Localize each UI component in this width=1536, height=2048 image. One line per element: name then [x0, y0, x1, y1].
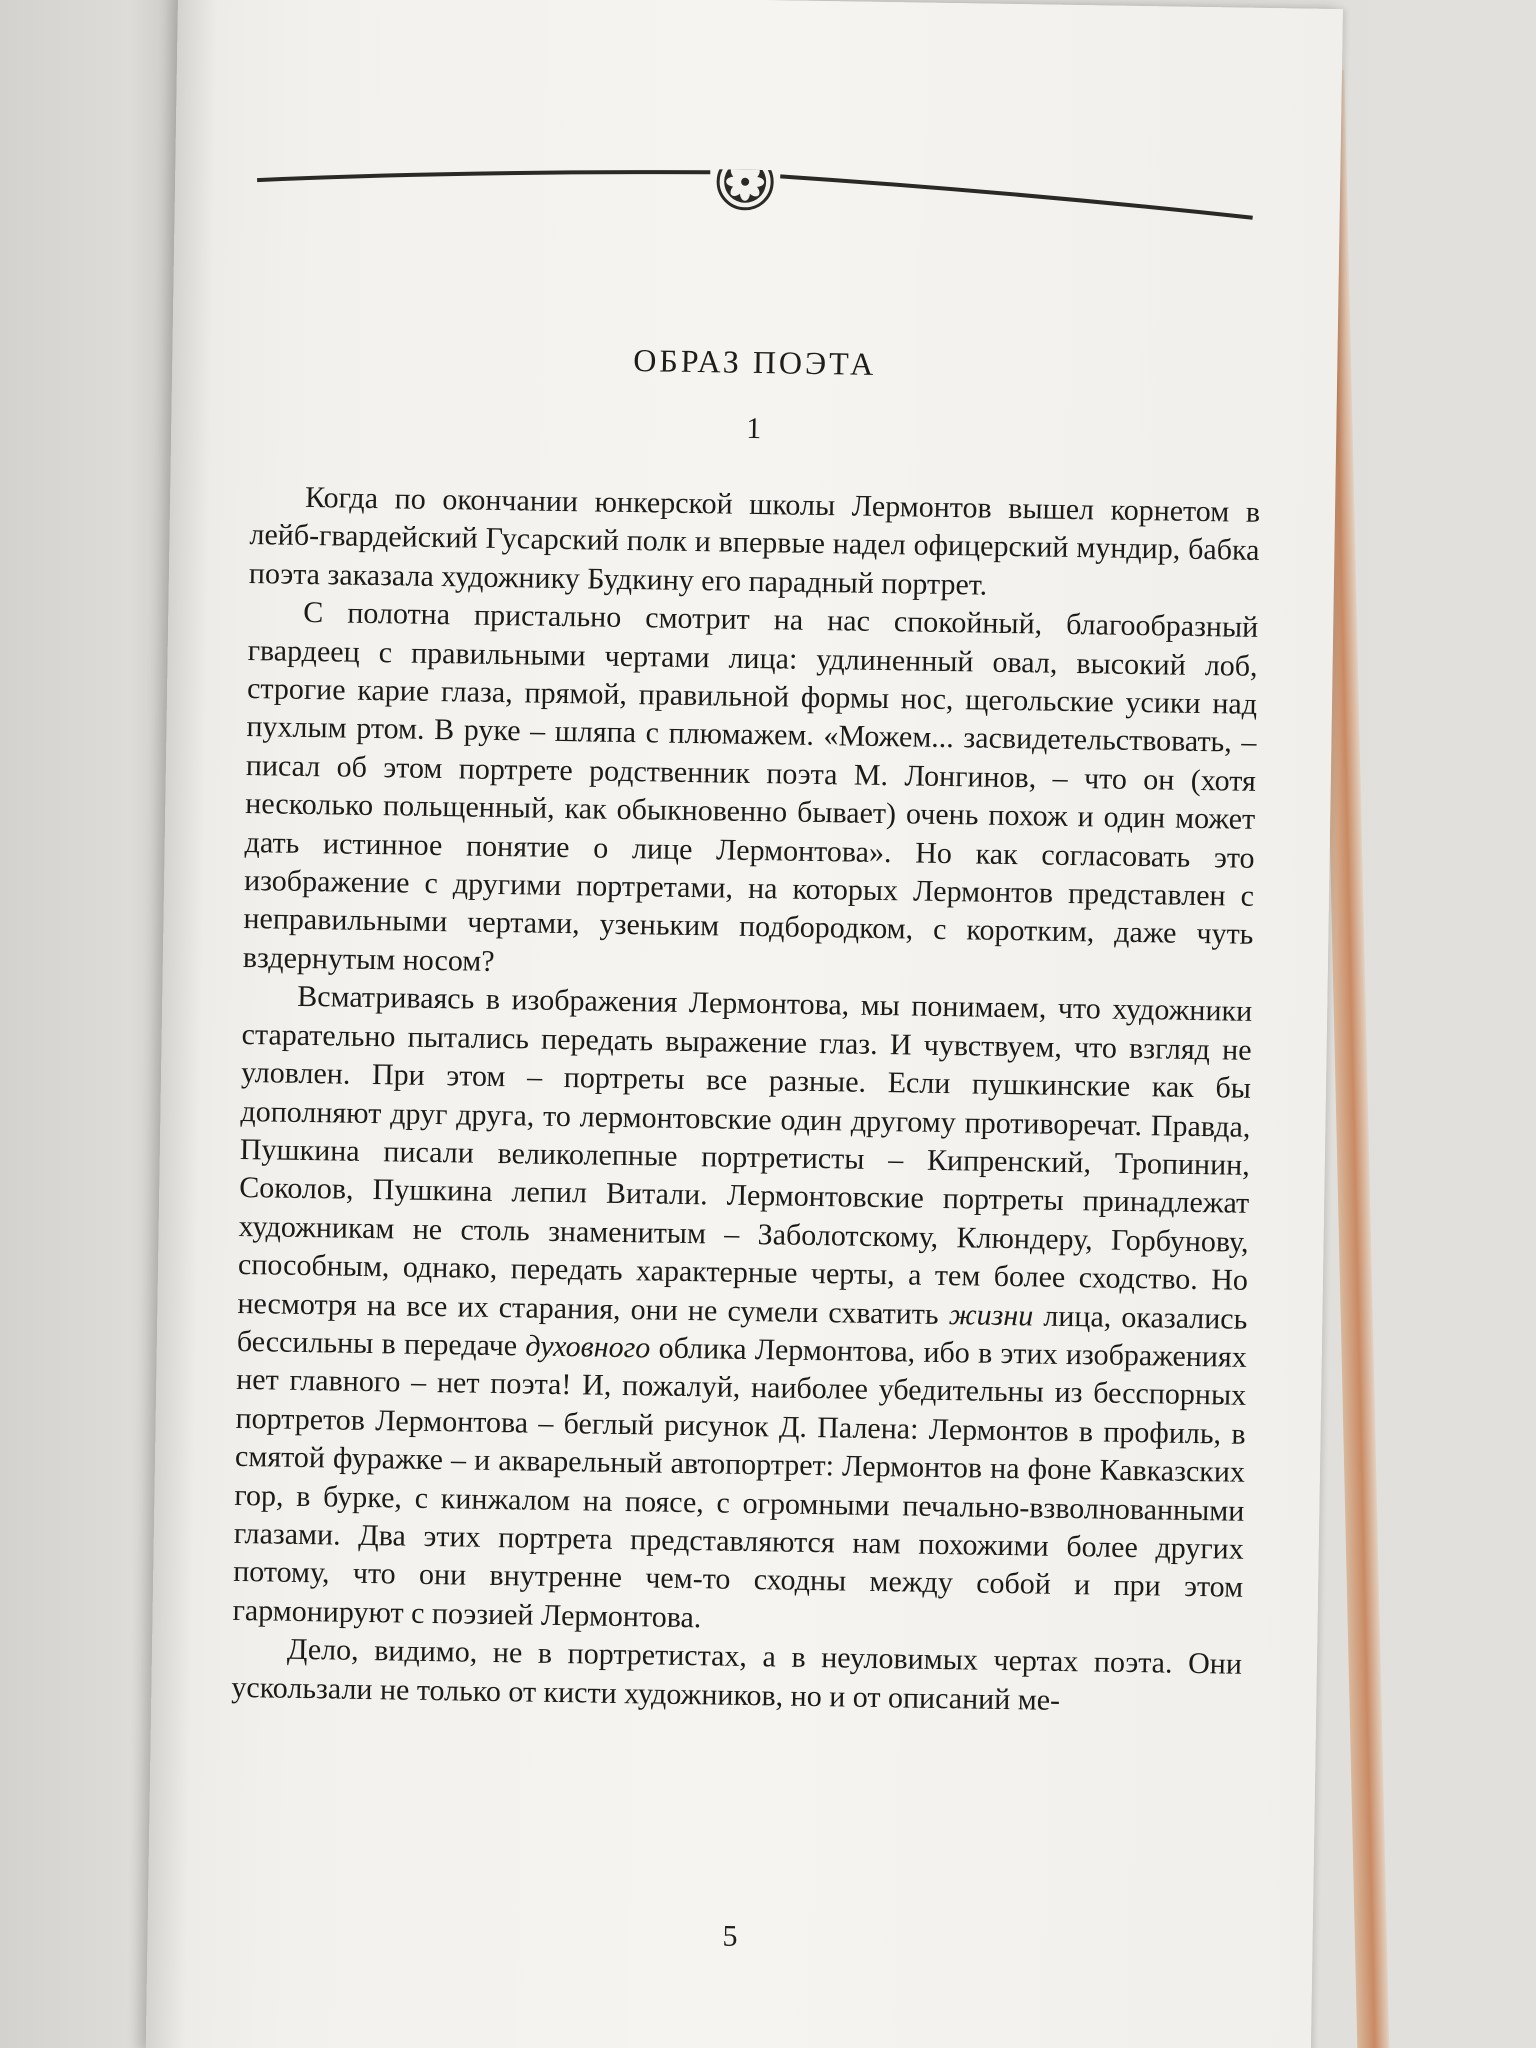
rosette-flower-icon: [718, 162, 773, 209]
ornamental-rule: [255, 162, 1256, 234]
paragraph: [249, 478, 1261, 609]
section-number: 1: [746, 411, 762, 446]
text-run: С полотна пристально смотрит на нас спокойный, благообразный гвардеец с правильными чертами лица: удлиненный овал, высокий лоб, строгие карие глаза, прямой, правильной формы нос, щегольские усики над пухлым ртом. В руке – шляпа с плюмажем. «Можем... засвидетельствовать, – писал об этом портрете родственник поэта М. Лонгинов, – что он (хотя несколько польщенный, как обыкновенно бывает) очень похож и один может дать истинное понятие о лице Лермонтова». Но как согласовать это изображение с другими портретами, на которых Лермонтов представлен с неправильными чертами, узеньким подбородком, с коротким, даже чуть вздернутым носом?: [242, 596, 1259, 978]
text-run: облика Лермонтова, ибо в этих изображениях нет главного – нет поэта! И, пожалуй, наиболее убедительны из бесспорных портретов Лермонтова – беглый рисунок Д. Палена: Лермонтов в профиль, в смятой фуражке – и акварельный автопортрет: Лермонтов на фоне Кавказских гор, в бурке, с кинжалом на поясе, с огромными печально-взволнованными глазами. Два этих портрета представляются нам похожими более других потому, что они внутренне чем-то сходны между собой и при этом гармонируют с поэзией Лермонтова.: [232, 1331, 1248, 1635]
page-number: 5: [722, 1919, 738, 1953]
body-text: [231, 478, 1260, 1723]
italic-run: духовного: [525, 1329, 651, 1365]
paragraph: [243, 593, 1259, 993]
rule-left-line: [257, 165, 710, 187]
italic-run: жизни: [948, 1297, 1034, 1332]
text-run: Всматриваясь в изображения Лермонтова, мы понимаем, что художники старательно пытались передать выражение глаз. И чувствуем, что взгляд не уловлен. При этом – портреты все разные. Если пушкинские как бы дополняют друг друга, то лермонтовские один другому противоречат. Правда, Пушкина писали великолепные портретисты – Кипренский, Тропинин, Соколов, Пушкина лепил Витали. Лермонтовские портреты принадлежат художникам не столь знаменитым – Заболотскому, Клюндеру, Горбунову, способным, однако, передать характерные черты, а тем более сходство. Но несмотря на все их старания, они не сумели схватить: [237, 980, 1253, 1331]
paragraph: [232, 977, 1252, 1646]
paragraph: [231, 1630, 1242, 1723]
text-run: Дело, видимо, не в портретистах, а в неуловимых чертах поэта. Они ускользали не только от кисти художников, но и от описаний ме-: [231, 1632, 1243, 1717]
rule-right-line: [780, 176, 1253, 217]
chapter-title: ОБРАЗ ПОЭТА: [633, 342, 877, 382]
book-page: [146, 0, 1343, 2048]
text-run: Когда по окончании юнкерской школы Лермонтов вышел корнетом в лейб-гвардейский Гусарский полк и впервые надел офицерский мундир, бабка поэта заказала художнику Будкину его парадный портрет.: [248, 480, 1261, 602]
text-run: лица, оказались бессильны в передаче: [236, 1298, 1248, 1363]
ornament-svg: [255, 162, 1256, 234]
